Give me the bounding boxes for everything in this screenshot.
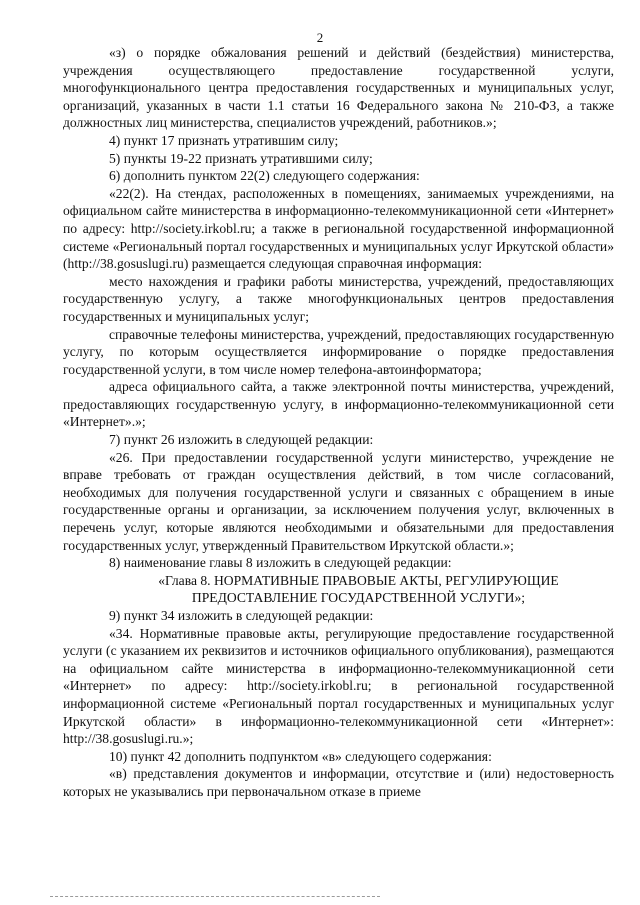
paragraph-phones-info: справочные телефоны министерства, учреждений, предоставляющих государственную услугу, по которым осуществляется информирование о порядке предоставления государственной услуги, в том числе номер телефона-автоинформатора; — [63, 326, 614, 377]
paragraph-point-9: 9) пункт 34 изложить в следующей редакции: — [109, 608, 374, 623]
page-number: 2 — [316, 30, 324, 45]
bottom-rule — [50, 896, 380, 897]
chapter-8-heading: «Глава 8. НОРМАТИВНЫЕ ПРАВОВЫЕ АКТЫ, РЕГУЛИРУЮЩИЕ ПРЕДОСТАВЛЕНИЕ ГОСУДАРСТВЕННОЙ УСЛУГИ»; — [158, 572, 559, 606]
paragraph-point-5: 5) пункты 19-22 признать утратившими силу; — [109, 150, 373, 166]
paragraph-clause-22-2: «22(2). На стендах, расположенных в помещениях, занимаемых учреждениями, на официальном сайте министерства в информационно-телекоммуникационной сети «Интернет» по адресу: http://society.irkobl.ru; а также в региональной государственной информационной системе «Региональный портал государственных и муниципальных услуг Иркутской области» (http://38.gosuslugi.ru) размещается следующая справочная информация: — [63, 185, 614, 272]
paragraph-subclause-v: «в) представления документов и информации, отсутствие и (или) недостоверность которых не указывались при первоначальном отказе в приеме — [63, 766, 614, 799]
paragraph-point-4: 4) пункт 17 признать утратившим силу; — [109, 132, 339, 148]
paragraph-item-z: «з) о порядке обжалования решений и действий (бездействия) министерства, учреждения осуществляющего предоставление государственной услуги, многофункционального центра предоставления государственных и муниципальных услуг, организаций, указанных в части 1.1 статьи 16 Федерального закона № 210-ФЗ, а также должностных лиц министерства, специалистов учреждений, работников.»; — [63, 45, 614, 131]
paragraph-website-info: адреса официального сайта, а также электронной почты министерства, учреждений, предоставляющих государственную услугу, в информационно-телекоммуникационной сети «Интернет».»; — [63, 379, 614, 430]
paragraph-location-info: место нахождения и графики работы министерства, учреждений, предоставляющих государственную услугу, а также многофункциональных центров предоставления государственных и муниципальных услуг; — [63, 273, 614, 324]
document-body — [63, 44, 614, 801]
paragraph-point-8: 8) наименование главы 8 изложить в следующей редакции: — [109, 555, 452, 571]
paragraph-point-7: 7) пункт 26 изложить в следующей редакции: — [109, 432, 374, 448]
paragraph-clause-34: «34. Нормативные правовые акты, регулирующие предоставление государственной услуги (с указанием их реквизитов и источников официального опубликования), размещаются на официальном сайте министерства в информационно-телекоммуникационной сети «Интернет» по адресу: http://society.irkobl.ru; в региональной государственной информационной системе «Региональный портал государственных и муниципальных услуг Иркутской области» в информационно-телекоммуникационной сети «Интернет»: http://38.gosuslugi.ru.»; — [63, 625, 614, 747]
paragraph-clause-26: «26. При предоставлении государственной услуги министерство, учреждение не вправе требовать от граждан осуществления действий, в том числе согласований, необходимых для получения государственной услуги и связанных с обращением в иные государственные органы и организации, за исключением получения услуг, включенных в перечень услуг, которые являются необходимыми и обязательными для предоставления государственных услуг, утвержденный Правительством Иркутской области.»; — [63, 449, 614, 553]
paragraph-point-10: 10) пункт 42 дополнить подпунктом «в» следующего содержания: — [109, 748, 492, 764]
paragraph-point-6: 6) дополнить пунктом 22(2) следующего содержания: — [109, 168, 420, 184]
